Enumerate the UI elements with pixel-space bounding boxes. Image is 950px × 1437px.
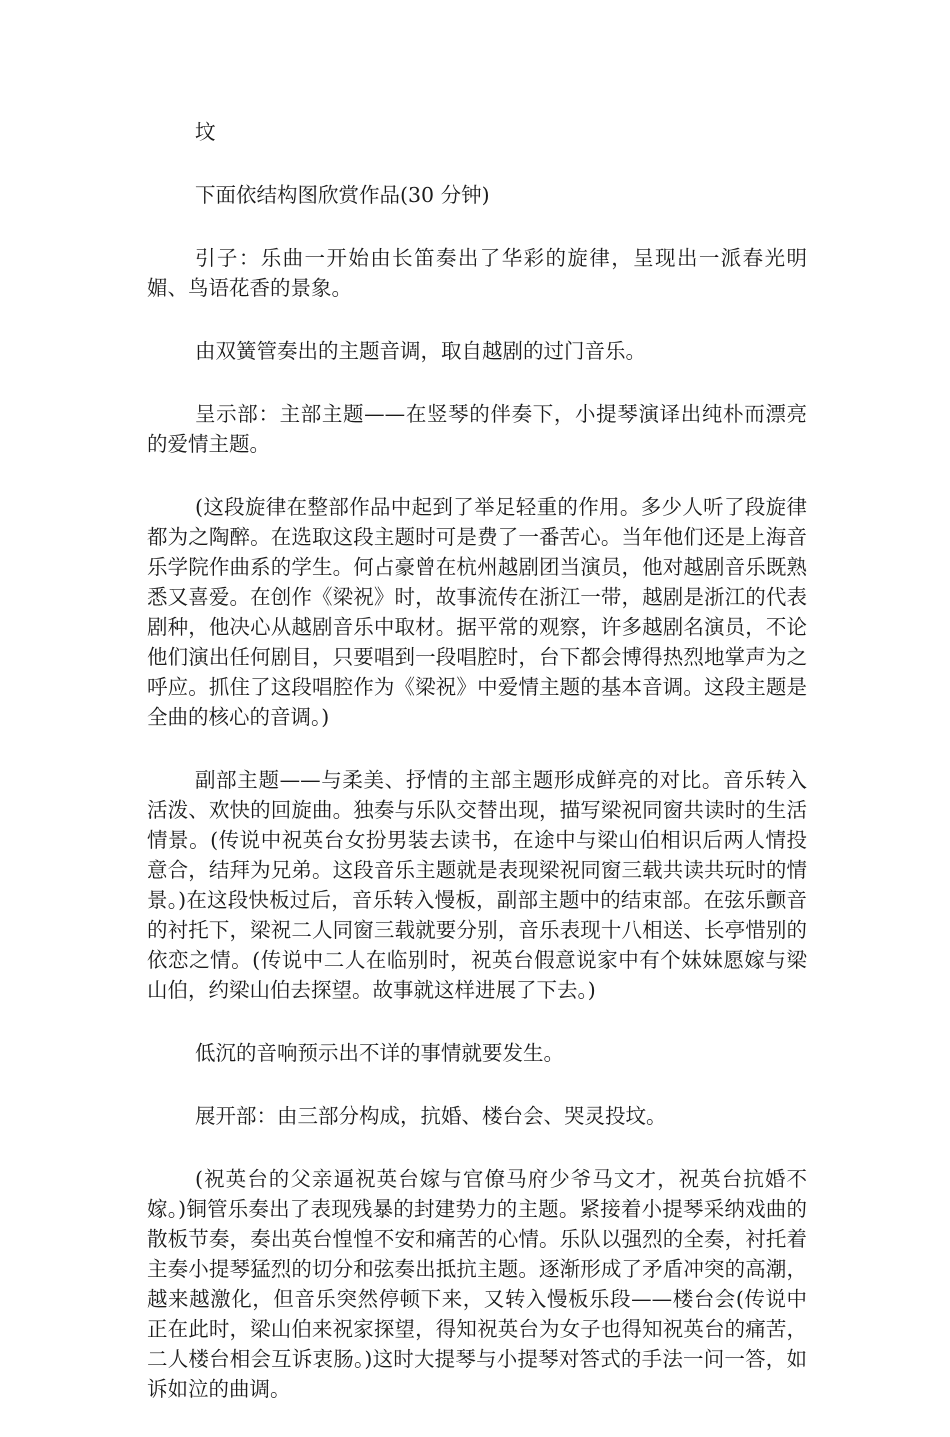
paragraph-section-intro: 下面依结构图欣赏作品(30 分钟) xyxy=(195,183,490,207)
paragraph-secondary-theme: 副部主题——与柔美、抒情的主部主题形成鲜亮的对比。音乐转入活泼、欢快的回旋曲。独奏与乐队交替出现，描写梁祝同窗共读时的生活情景。(传说中祝英台女扮男装去读书，在途中与梁山伯相识后两人情投意合，结拜为兄弟。这段音乐主题就是表现梁祝同窗三载共读共玩时的情景。)在这段快板过后，音乐转入慢板，副部主题中的结束部。在弦乐颤音的衬托下，梁祝二人同窗三载就要分别，音乐表现十八相送、长亭惜别的依恋之情。(传说中二人在临别时，祝英台假意说家中有个妹妹愿嫁与梁山伯，约梁山伯去探望。故事就这样进展了下去。) xyxy=(147,768,807,1002)
paragraph-introduction: 引子：乐曲一开始由长笛奏出了华彩的旋律，呈现出一派春光明媚、鸟语花香的景象。 xyxy=(147,246,807,300)
paragraph-melody-note: (这段旋律在整部作品中起到了举足轻重的作用。多少人听了段旋律都为之陶醉。在选取这段主题时可是费了一番苦心。当年他们还是上海音乐学院作曲系的学生。何占豪曾在杭州越剧团当演员，他对越剧音乐既熟悉又喜爱。在创作《梁祝》时，故事流传在浙江一带，越剧是浙江的代表剧种，他决心从越剧音乐中取材。据平常的观察，许多越剧名演员，不论他们演出任何剧目，只要唱到一段唱腔时，台下都会博得热烈地掌声为之呼应。抓住了这段唱腔作为《梁祝》中爱情主题的基本音调。这段主题是全曲的核心的音调。) xyxy=(147,495,807,729)
paragraph-ominous: 低沉的音响预示出不详的事情就要发生。 xyxy=(195,1041,564,1065)
document-body xyxy=(147,117,807,1437)
paragraph-resistance: (祝英台的父亲逼祝英台嫁与官僚马府少爷马文才，祝英台抗婚不嫁。)铜管乐奏出了表现残暴的封建势力的主题。紧接着小提琴采纳戏曲的散板节奏，奏出英台惶惶不安和痛苦的心情。乐队以强烈的全奏，衬托着主奏小提琴猛烈的切分和弦奏出抵抗主题。逐渐形成了矛盾冲突的高潮，越来越激化，但音乐突然停顿下来，又转入慢板乐段——楼台会(传说中正在此时，梁山伯来祝家探望，得知祝英台为女子也得知祝英台的痛苦，二人楼台相会互诉衷肠。)这时大提琴与小提琴对答式的手法一问一答，如诉如泣的曲调。 xyxy=(147,1167,807,1401)
paragraph-development: 展开部：由三部分构成，抗婚、楼台会、哭灵投坟。 xyxy=(195,1104,667,1128)
paragraph-fragment: 坟 xyxy=(195,120,216,144)
paragraph-exposition: 呈示部：主部主题——在竖琴的伴奏下，小提琴演译出纯朴而漂亮的爱情主题。 xyxy=(147,402,807,456)
paragraph-oboe-theme: 由双簧管奏出的主题音调，取自越剧的过门音乐。 xyxy=(195,339,646,363)
